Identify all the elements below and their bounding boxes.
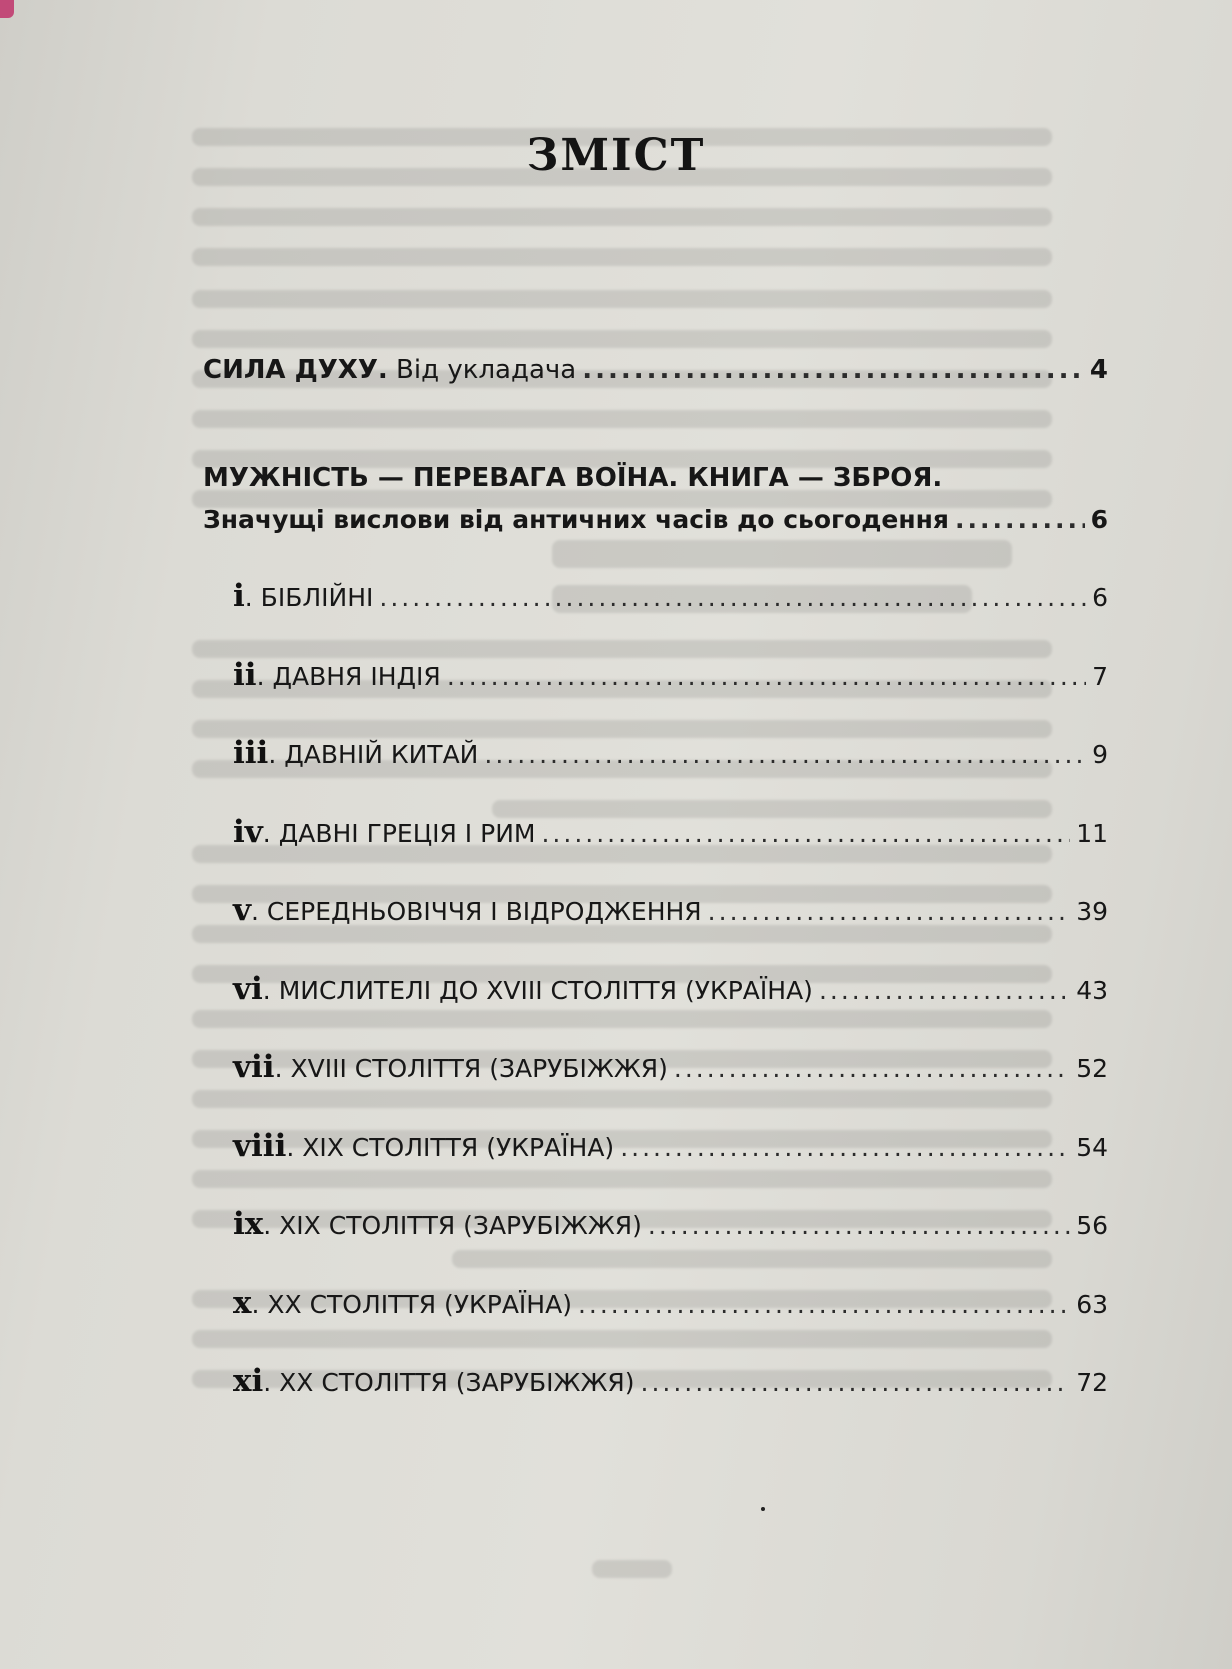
toc-page-number: 6 — [1090, 505, 1108, 534]
toc-page-number: 54 — [1076, 1133, 1108, 1162]
chapter-numeral: vііі — [233, 1128, 287, 1164]
chapter-title: . ДАВНІ ГРЕЦІЯ І РИМ — [262, 819, 536, 848]
dot-leader — [379, 583, 1086, 612]
toc-chapter-row — [233, 657, 1108, 693]
toc-chapter-row — [233, 1206, 1108, 1242]
toc-page-number: 63 — [1076, 1290, 1108, 1319]
chapter-numeral: і — [233, 578, 245, 614]
chapter-title: . ДАВНІЙ КИТАЙ — [268, 740, 479, 769]
chapter-numeral: ііі — [233, 735, 269, 771]
chapter-numeral: іх — [233, 1206, 264, 1242]
toc-chapter-row — [233, 735, 1108, 771]
toc-chapter-row — [233, 1128, 1108, 1164]
dot-leader — [708, 897, 1071, 926]
chapter-title: . XIX СТОЛІТТЯ (УКРАЇНА) — [286, 1133, 615, 1162]
dot-leader — [541, 819, 1070, 848]
dot-leader — [955, 505, 1085, 534]
toc-page-number: 6 — [1092, 583, 1108, 612]
toc-chapter-row — [233, 578, 1108, 614]
chapter-title: . XIX СТОЛІТТЯ (ЗАРУБІЖЖЯ) — [263, 1211, 642, 1240]
dot-leader — [819, 976, 1070, 1005]
toc-page-number: 7 — [1092, 662, 1108, 691]
chapter-numeral: v — [233, 892, 252, 928]
toc-page-number: 39 — [1076, 897, 1108, 926]
toc-entry-intro — [203, 355, 1108, 385]
toc-chapter-row — [233, 814, 1108, 850]
chapter-title: . МИСЛИТЕЛІ ДО XVIII СТОЛІТТЯ (УКРАЇНА) — [262, 976, 813, 1005]
chapter-title: . XX СТОЛІТТЯ (УКРАЇНА) — [251, 1290, 572, 1319]
toc-part-title: МУЖНІСТЬ — ПЕРЕВАГА ВОЇНА. КНИГА — ЗБРОЯ. — [203, 463, 943, 493]
page-corner-mark — [0, 0, 14, 18]
toc-page-number: 11 — [1076, 819, 1108, 848]
chapter-numeral: іі — [233, 657, 257, 693]
toc-chapter-row — [233, 1363, 1108, 1399]
toc-chapter-row — [233, 971, 1108, 1007]
stray-ink-dot — [761, 1507, 765, 1511]
dot-leader — [578, 1290, 1070, 1319]
chapter-title: . СЕРЕДНЬОВІЧЧЯ І ВІДРОДЖЕННЯ — [251, 897, 702, 926]
toc-page-number: 43 — [1076, 976, 1108, 1005]
chapter-title: . БІБЛІЙНІ — [244, 583, 374, 612]
dot-leader — [648, 1211, 1070, 1240]
chapter-numeral: vіі — [233, 1049, 275, 1085]
toc-page-number: 4 — [1089, 355, 1108, 385]
dot-leader — [484, 740, 1086, 769]
toc-chapter-row — [233, 1049, 1108, 1085]
toc-page-number: 56 — [1076, 1211, 1108, 1240]
page-title: ЗМІСТ — [526, 130, 706, 181]
chapter-numeral: vі — [233, 971, 263, 1007]
dot-leader — [674, 1054, 1070, 1083]
chapter-numeral: х — [233, 1285, 252, 1321]
toc-entry-part — [203, 505, 1108, 534]
dot-leader — [447, 662, 1086, 691]
toc-chapter-row — [233, 1285, 1108, 1321]
chapter-title: . XX СТОЛІТТЯ (ЗАРУБІЖЖЯ) — [263, 1368, 635, 1397]
dot-leader — [641, 1368, 1071, 1397]
toc-page-number: 52 — [1076, 1054, 1108, 1083]
dot-leader — [620, 1133, 1070, 1162]
toc-entry-title: СИЛА ДУХУ. Від укладача — [203, 355, 577, 385]
chapter-title: . ДАВНЯ ІНДІЯ — [256, 662, 441, 691]
chapter-title: . XVIII СТОЛІТТЯ (ЗАРУБІЖЖЯ) — [274, 1054, 668, 1083]
dot-leader — [582, 355, 1084, 385]
chapter-numeral: іv — [233, 814, 263, 850]
toc-page-number: 72 — [1076, 1368, 1108, 1397]
toc-page-number: 9 — [1092, 740, 1108, 769]
chapter-numeral: хі — [233, 1363, 264, 1399]
toc-entry-subtitle: Значущі вислови від античних часів до сьогодення — [203, 505, 949, 534]
toc-chapter-row — [233, 892, 1108, 928]
